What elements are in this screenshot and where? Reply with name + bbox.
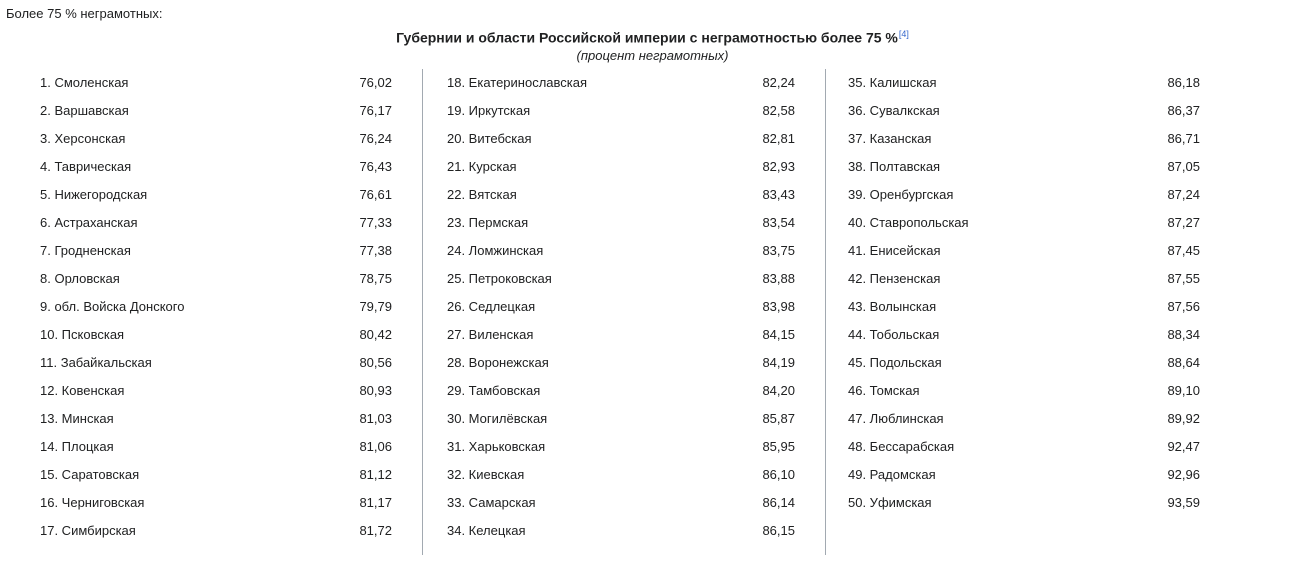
region-name: 36. Сувалкская — [848, 102, 940, 118]
region-value: 81,72 — [359, 522, 392, 538]
region-name: 46. Томская — [848, 382, 920, 398]
region-value: 86,71 — [1167, 130, 1200, 146]
region-value: 76,61 — [359, 186, 392, 202]
table-row — [18, 517, 422, 545]
table-column-3 — [826, 69, 1230, 517]
table-row — [423, 489, 825, 517]
region-name: 33. Самарская — [447, 494, 536, 510]
table-row — [826, 97, 1230, 125]
region-value: 82,58 — [762, 102, 795, 118]
region-value: 83,98 — [762, 298, 795, 314]
table-row — [18, 433, 422, 461]
region-name: 42. Пензенская — [848, 270, 941, 286]
region-value: 83,43 — [762, 186, 795, 202]
region-name: 41. Енисейская — [848, 242, 941, 258]
region-name: 26. Седлецкая — [447, 298, 536, 314]
region-value: 89,10 — [1167, 382, 1200, 398]
literacy-table — [0, 29, 1305, 555]
region-value: 81,17 — [359, 494, 392, 510]
table-row — [423, 265, 825, 293]
column-divider-tail — [422, 545, 826, 555]
region-name: 23. Пермская — [447, 214, 529, 230]
region-value: 85,87 — [762, 410, 795, 426]
region-name: 30. Могилёвская — [447, 410, 548, 426]
region-value: 87,56 — [1167, 298, 1200, 314]
region-name: 27. Виленская — [447, 326, 534, 342]
region-name: 25. Петроковская — [447, 270, 552, 286]
table-row — [18, 293, 422, 321]
table-row — [423, 153, 825, 181]
region-name: 15. Саратовская — [40, 466, 140, 482]
table-row — [826, 377, 1230, 405]
table-row — [423, 125, 825, 153]
table-row — [826, 181, 1230, 209]
region-value: 82,81 — [762, 130, 795, 146]
region-value: 86,14 — [762, 494, 795, 510]
table-row — [423, 69, 825, 97]
region-value: 78,75 — [359, 270, 392, 286]
region-value: 86,10 — [762, 466, 795, 482]
region-value: 86,37 — [1167, 102, 1200, 118]
region-value: 89,92 — [1167, 410, 1200, 426]
region-value: 77,38 — [359, 242, 392, 258]
region-value: 76,02 — [359, 74, 392, 90]
region-value: 80,93 — [359, 382, 392, 398]
table-row — [423, 405, 825, 433]
region-value: 80,42 — [359, 326, 392, 342]
region-name: 21. Курская — [447, 158, 517, 174]
region-name: 10. Псковская — [40, 326, 125, 342]
table-row — [18, 377, 422, 405]
region-name: 44. Тобольская — [848, 326, 940, 342]
region-value: 92,96 — [1167, 466, 1200, 482]
table-column-2 — [422, 69, 826, 545]
region-value: 87,27 — [1167, 214, 1200, 230]
region-name: 37. Казанская — [848, 130, 932, 146]
table-row — [18, 461, 422, 489]
region-name: 19. Иркутская — [447, 102, 531, 118]
table-row — [826, 405, 1230, 433]
region-value: 87,55 — [1167, 270, 1200, 286]
region-value: 87,24 — [1167, 186, 1200, 202]
table-row — [423, 293, 825, 321]
table-row — [18, 489, 422, 517]
table-columns — [0, 69, 1305, 545]
region-name: 24. Ломжинская — [447, 242, 544, 258]
table-row — [423, 321, 825, 349]
table-row — [18, 321, 422, 349]
table-row — [423, 349, 825, 377]
table-row — [18, 237, 422, 265]
table-row — [826, 293, 1230, 321]
region-name: 5. Нижегородская — [40, 186, 148, 202]
region-name: 20. Витебская — [447, 130, 532, 146]
table-row — [423, 237, 825, 265]
region-value: 84,15 — [762, 326, 795, 342]
region-name: 6. Астраханская — [40, 214, 138, 230]
table-row — [826, 265, 1230, 293]
region-name: 29. Тамбовская — [447, 382, 541, 398]
table-row — [826, 349, 1230, 377]
table-title — [0, 29, 1305, 48]
region-name: 45. Подольская — [848, 354, 942, 370]
region-name: 14. Плоцкая — [40, 438, 114, 454]
table-row — [18, 405, 422, 433]
table-row — [18, 69, 422, 97]
region-name: 22. Вятская — [447, 186, 517, 202]
table-row — [18, 153, 422, 181]
region-name: 47. Люблинская — [848, 410, 944, 426]
region-name: 17. Симбирская — [40, 522, 136, 538]
region-name: 12. Ковенская — [40, 382, 125, 398]
region-name: 31. Харьковская — [447, 438, 546, 454]
table-row — [423, 433, 825, 461]
region-value: 85,95 — [762, 438, 795, 454]
region-name: 32. Киевская — [447, 466, 525, 482]
region-value: 88,34 — [1167, 326, 1200, 342]
region-value: 81,06 — [359, 438, 392, 454]
table-row — [18, 265, 422, 293]
table-row — [423, 517, 825, 545]
table-row — [826, 125, 1230, 153]
region-value: 84,20 — [762, 382, 795, 398]
region-name: 40. Ставропольская — [848, 214, 969, 230]
table-row — [18, 181, 422, 209]
section-caption: Более 75 % неграмотных: — [6, 6, 163, 21]
region-value: 83,54 — [762, 214, 795, 230]
region-name: 43. Волынская — [848, 298, 937, 314]
table-row — [18, 97, 422, 125]
region-value: 76,43 — [359, 158, 392, 174]
table-row — [826, 461, 1230, 489]
region-value: 83,75 — [762, 242, 795, 258]
region-name: 28. Воронежская — [447, 354, 549, 370]
region-name: 7. Гродненская — [40, 242, 131, 258]
region-value: 93,59 — [1167, 494, 1200, 510]
table-row — [826, 69, 1230, 97]
table-row — [18, 209, 422, 237]
region-name: 49. Радомская — [848, 466, 936, 482]
region-name: 3. Херсонская — [40, 130, 126, 146]
region-name: 50. Уфимская — [848, 494, 932, 510]
region-name: 48. Бессарабская — [848, 438, 955, 454]
region-name: 4. Таврическая — [40, 158, 132, 174]
region-value: 86,15 — [762, 522, 795, 538]
region-name: 18. Екатеринославская — [447, 74, 588, 90]
table-row — [18, 125, 422, 153]
region-name: 1. Смоленская — [40, 74, 129, 90]
reference-link[interactable]: [4] — [898, 29, 909, 39]
region-value: 82,24 — [762, 74, 795, 90]
region-name: 11. Забайкальская — [40, 354, 152, 370]
region-value: 87,45 — [1167, 242, 1200, 258]
table-subtitle: (процент неграмотных) — [576, 47, 729, 63]
region-value: 81,03 — [359, 410, 392, 426]
region-name: 39. Оренбургская — [848, 186, 954, 202]
table-row — [826, 153, 1230, 181]
region-name: 35. Калишская — [848, 74, 937, 90]
region-value: 76,24 — [359, 130, 392, 146]
table-row — [423, 209, 825, 237]
table-row — [826, 489, 1230, 517]
table-title-text: Губернии и области Российской империи с неграмотностью более 75 % — [396, 29, 898, 46]
region-value: 86,18 — [1167, 74, 1200, 90]
region-value: 77,33 — [359, 214, 392, 230]
region-name: 2. Варшавская — [40, 102, 129, 118]
table-column-1 — [18, 69, 422, 545]
table-row — [423, 377, 825, 405]
table-row — [423, 461, 825, 489]
table-row — [826, 433, 1230, 461]
region-value: 87,05 — [1167, 158, 1200, 174]
table-row — [423, 97, 825, 125]
region-value: 80,56 — [359, 354, 392, 370]
table-row — [826, 209, 1230, 237]
region-value: 81,12 — [359, 466, 392, 482]
region-value: 84,19 — [762, 354, 795, 370]
region-value: 88,64 — [1167, 354, 1200, 370]
region-name: 8. Орловская — [40, 270, 120, 286]
region-name: 34. Келецкая — [447, 522, 526, 538]
region-value: 79,79 — [359, 298, 392, 314]
region-value: 82,93 — [762, 158, 795, 174]
region-value: 83,88 — [762, 270, 795, 286]
region-name: 38. Полтавская — [848, 158, 941, 174]
table-row — [826, 237, 1230, 265]
table-row — [18, 349, 422, 377]
region-value: 76,17 — [359, 102, 392, 118]
region-name: 9. обл. Войска Донского — [40, 298, 185, 314]
table-row — [423, 181, 825, 209]
region-value: 92,47 — [1167, 438, 1200, 454]
table-row — [826, 321, 1230, 349]
region-name: 16. Черниговская — [40, 494, 145, 510]
region-name: 13. Минская — [40, 410, 114, 426]
